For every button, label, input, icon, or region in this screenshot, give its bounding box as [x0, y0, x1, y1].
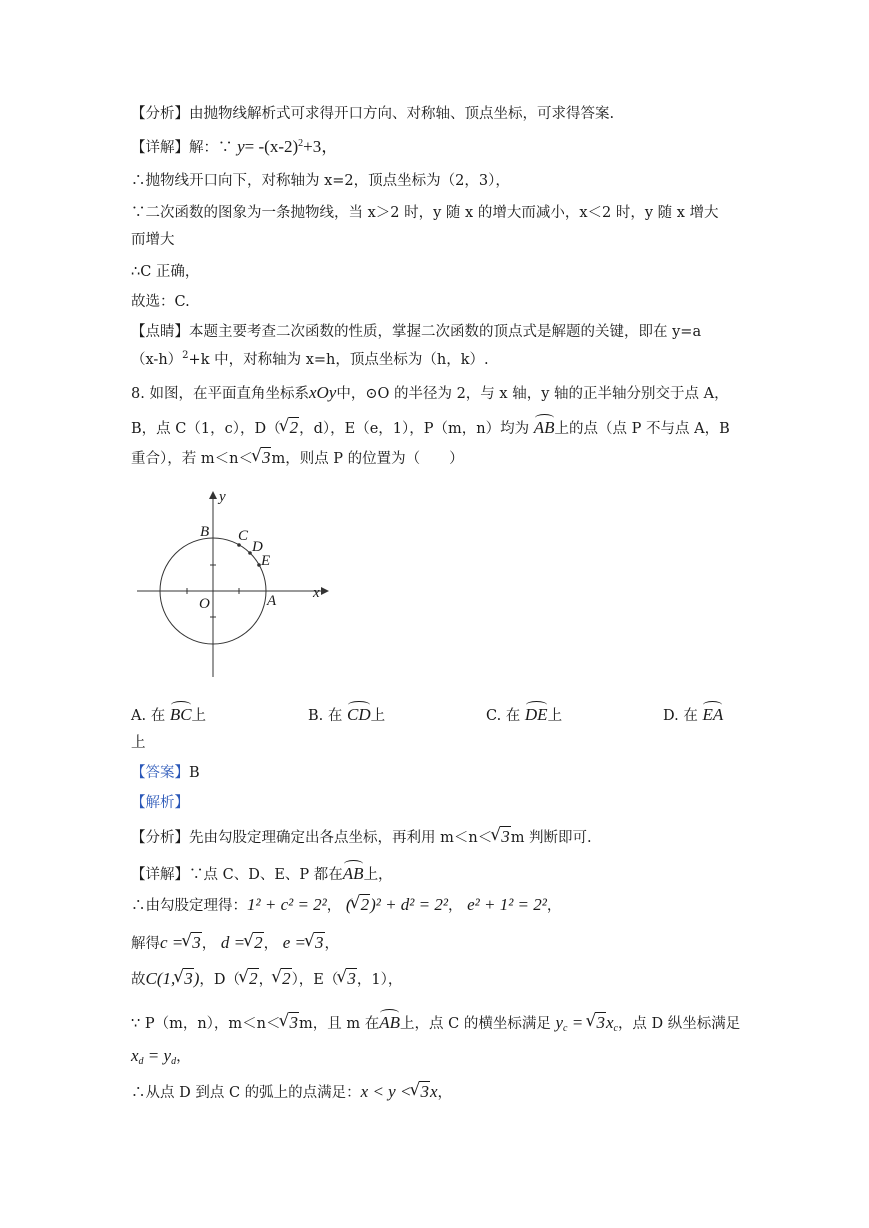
sqrt-3: √ 3 [253, 448, 272, 468]
option-c: C. 在 DE上 [486, 700, 562, 726]
q7-line3: 而增大 [131, 232, 175, 248]
q8-analysis-line: 【分析】先由勾股定理确定出各点坐标，再利用 m＜n＜√ 3m 判断即可. [131, 827, 592, 848]
label-e: E [261, 553, 271, 569]
q8-detail-line5: ∵ P（m，n），m＜n＜√ 3m，且 m 在AB上，点 C 的横坐标满足 $y_c$ = √ $3x_c$，点 D 纵坐标满足 [131, 1008, 740, 1034]
answer-value: B [189, 765, 200, 781]
explain-tag: 【解析】 [131, 795, 189, 811]
q8-options [131, 700, 751, 724]
q8-detail-line6: $x_d = y_d$， [131, 1046, 191, 1067]
arc-ab: AB [534, 413, 555, 438]
q7-analysis-line [131, 104, 614, 124]
label-d: D [252, 539, 263, 555]
xoy-symbol: xOy [308, 383, 337, 402]
q7-equation-lhs: y [237, 137, 245, 156]
q8-stem-line1: 8. 如图，在平面直角坐标系xOy中，⊙O 的半径为 2，与 x 轴，y 轴的正半轴分别交于点 A， [131, 383, 729, 402]
arc-cd: CD [347, 700, 371, 725]
q7-line5: 故选：C. [131, 294, 190, 310]
q7-comment-line2: $(x-h)^2+k$ 中，对称轴为 x=h，顶点坐标为（h，k）. [131, 350, 489, 368]
sqrt-2: √ 2 [281, 418, 300, 438]
arc-bc: BC [170, 700, 192, 725]
option-d-wrap: 上 [131, 735, 146, 751]
q7-line2: ∵二次函数的图象为一条抛物线，当 x＞2 时，y 随 x 的增大而减小，x＜2 时，y 随 x 增大 [131, 205, 719, 221]
q7-comment-line1: 【点睛】本题主要考查二次函数的性质，掌握二次函数的顶点式是解题的关键，即在 y=a [131, 324, 702, 340]
q8-detail-line2: ∴由勾股定理得：1² + c² = 2²， (√ 2)² + d² = 2²， e² + 1² = 2²， [131, 895, 561, 916]
detail-tag: 【详解】 [131, 140, 189, 156]
q7-analysis-text: 由抛物线解析式可求得开口方向、对称轴、顶点坐标，可求得答案. [189, 106, 615, 122]
q8-detail-line4: 故C(1,√ 3)，D（√ 2，√ 2），E（√ 3，1）， [131, 969, 402, 990]
label-x: x [313, 585, 320, 601]
answer-tag: 【答案】 [131, 765, 189, 781]
y-axis-arrow [209, 491, 217, 499]
label-b: B [200, 524, 210, 540]
q8-stem-line2: B，点 C（1，c），D（√ 2，d），E（e，1），P（m，n）均为 AB上的点（点 P 不与点 A，B [131, 413, 730, 439]
option-b: B. 在 CD上 [308, 700, 385, 726]
option-a: A. 在 BC上 [131, 700, 206, 726]
q8-detail-line1: 【详解】∵点 C、D、E、P 都在AB上， [131, 859, 393, 885]
q7-equation-rhs: = $-(x-2)^2+3$， [244, 137, 339, 156]
q8-detail-line3: 解得c =√ 3， d =√ 2， e =√ 3， [131, 933, 339, 954]
label-y: y [219, 489, 226, 505]
q8-detail-line7: ∴从点 D 到点 C 的弧上的点满足：x < y <√ 3x， [131, 1082, 452, 1103]
option-d: D. 在 EA [663, 700, 723, 726]
label-o: O [199, 596, 210, 612]
label-a: A [267, 593, 277, 609]
q7-detail-line: 【详解】解：∵ $y= -(x-2)^2+3$， [131, 137, 339, 156]
x-axis-arrow [321, 587, 329, 595]
circle-figure [131, 485, 341, 685]
q7-line4: ∴C 正确， [131, 264, 200, 280]
analysis-tag: 【分析】 [131, 106, 189, 122]
answer-line [131, 763, 200, 783]
arc-ea: EA [702, 700, 723, 725]
q8-stem-line3: 重合），若 m＜n＜√ 3m，则点 P 的位置为（ ） [131, 448, 464, 469]
comment-tag: 【点睛】 [131, 324, 189, 340]
label-c: C [238, 528, 249, 544]
arc-de: DE [525, 700, 548, 725]
q7-line1: ∴抛物线开口向下，对称轴为 x=2，顶点坐标为（2，3）， [131, 173, 510, 189]
